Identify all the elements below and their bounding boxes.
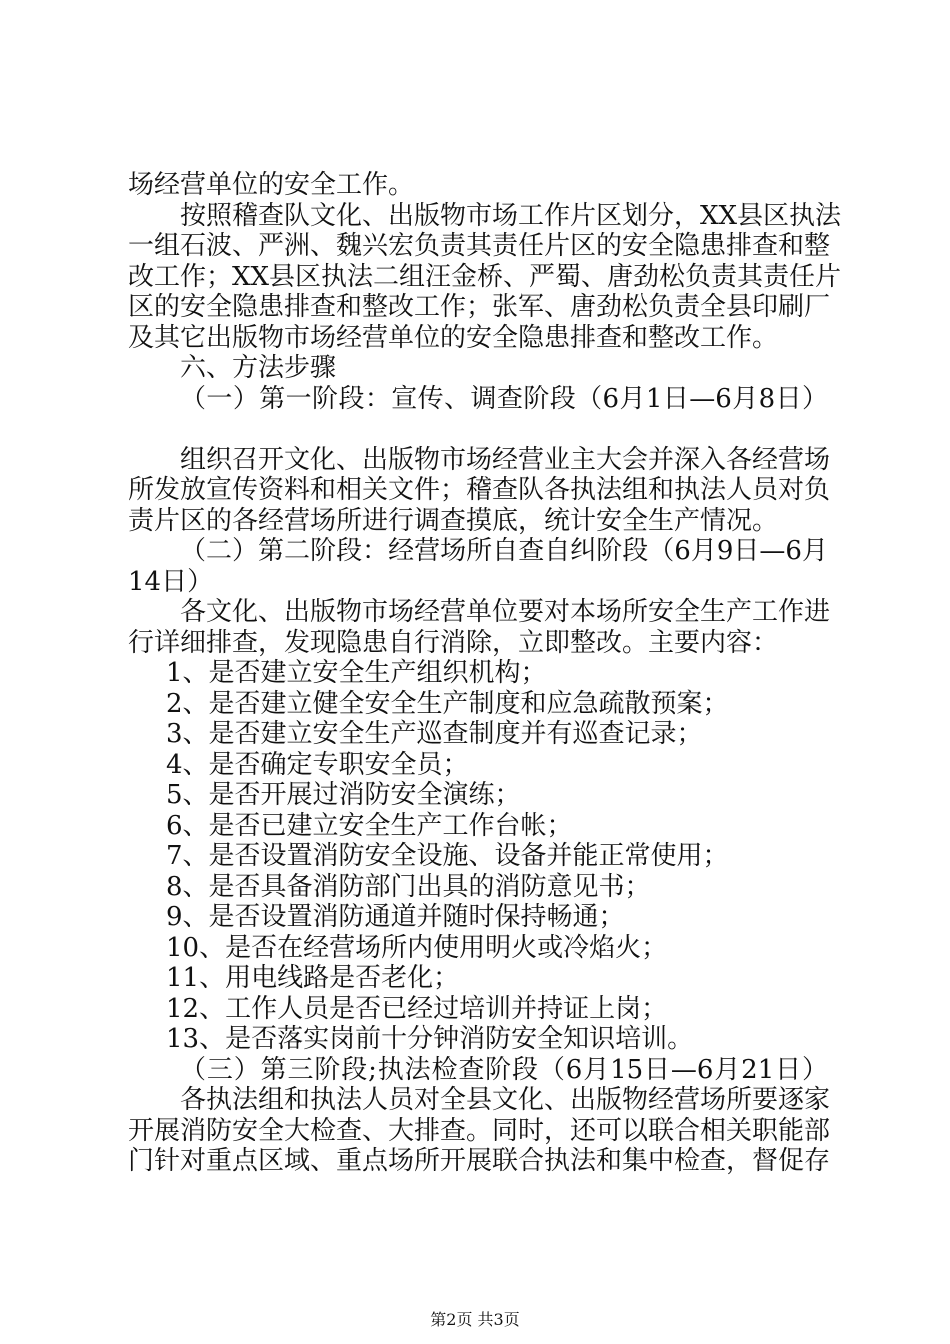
list-item: 9、是否设置消防通道并随时保持畅通； [166,902,625,932]
paragraph-line: 各执法组和执法人员对全县文化、出版物经营场所要逐家 [180,1085,831,1115]
list-item: 1、是否建立安全生产组织机构； [166,658,547,688]
stage-heading: 14日） [128,566,214,597]
list-item: 8、是否具备消防部门出具的消防意见书； [166,871,651,902]
paragraph-line: 区的安全隐患排查和整改工作；张军、唐劲松负责全县印刷厂 [128,292,831,322]
stage-heading: （一）第一阶段：宣传、调查阶段（6月1日—6月8日） [180,383,828,414]
list-item: 5、是否开展过消防安全演练； [166,780,521,810]
paragraph-line: 及其它出版物市场经营单位的安全隐患排查和整改工作。 [128,322,779,353]
page-footer: 第2页 共3页 [430,1310,520,1329]
paragraph-line: 各文化、出版物市场经营单位要对本场所安全生产工作进 [180,597,831,627]
paragraph-line: 所发放宣传资料和相关文件；稽查队各执法组和执法人员对负 [128,475,831,505]
list-item: 13、是否落实岗前十分钟消防安全知识培训。 [166,1024,694,1054]
list-item: 3、是否建立安全生产巡查制度并有巡查记录； [166,719,703,749]
paragraph-line: 开展消防安全大检查、大排查。同时，还可以联合相关职能部 [128,1115,831,1146]
list-item: 4、是否确定专职安全员； [166,749,469,780]
list-item: 7、是否设置消防安全设施、设备并能正常使用； [166,841,729,871]
list-item: 2、是否建立健全安全生产制度和应急疏散预案； [166,688,729,719]
stage-heading: （二）第二阶段：经营场所自查自纠阶段（6月9日—6月 [180,536,828,566]
paragraph-line: 行详细排查，发现隐患自行消除，立即整改。主要内容： [128,627,779,658]
list-item: 10、是否在经营场所内使用明火或冷焰火； [166,932,668,963]
paragraph-line: 责片区的各经营场所进行调查摸底，统计安全生产情况。 [128,505,779,536]
paragraph-line: 组织召开文化、出版物市场经营业主大会并深入各经营场 [180,444,831,475]
list-item: 6、是否已建立安全生产工作台帐； [166,810,573,841]
paragraph-line: 按照稽查队文化、出版物市场工作片区划分，XX县区执法 [180,200,842,231]
stage-heading: （三）第三阶段;执法检查阶段（6月15日—6月21日） [180,1054,828,1085]
list-item: 12、工作人员是否已经过培训并持证上岗； [166,993,668,1024]
paragraph-line: 一组石波、严洲、魏兴宏负责其责任片区的安全隐患排查和整 [128,231,831,261]
paragraph-line: 场经营单位的安全工作。 [128,170,415,200]
paragraph-line: 门针对重点区域、重点场所开展联合执法和集中检查，督促存 [128,1146,831,1176]
paragraph-line: 改工作；XX县区执法二组汪金桥、严蜀、唐劲松负责其责任片 [128,261,842,292]
section-heading: 六、方法步骤 [180,353,337,383]
list-item: 11、用电线路是否老化； [166,963,460,993]
